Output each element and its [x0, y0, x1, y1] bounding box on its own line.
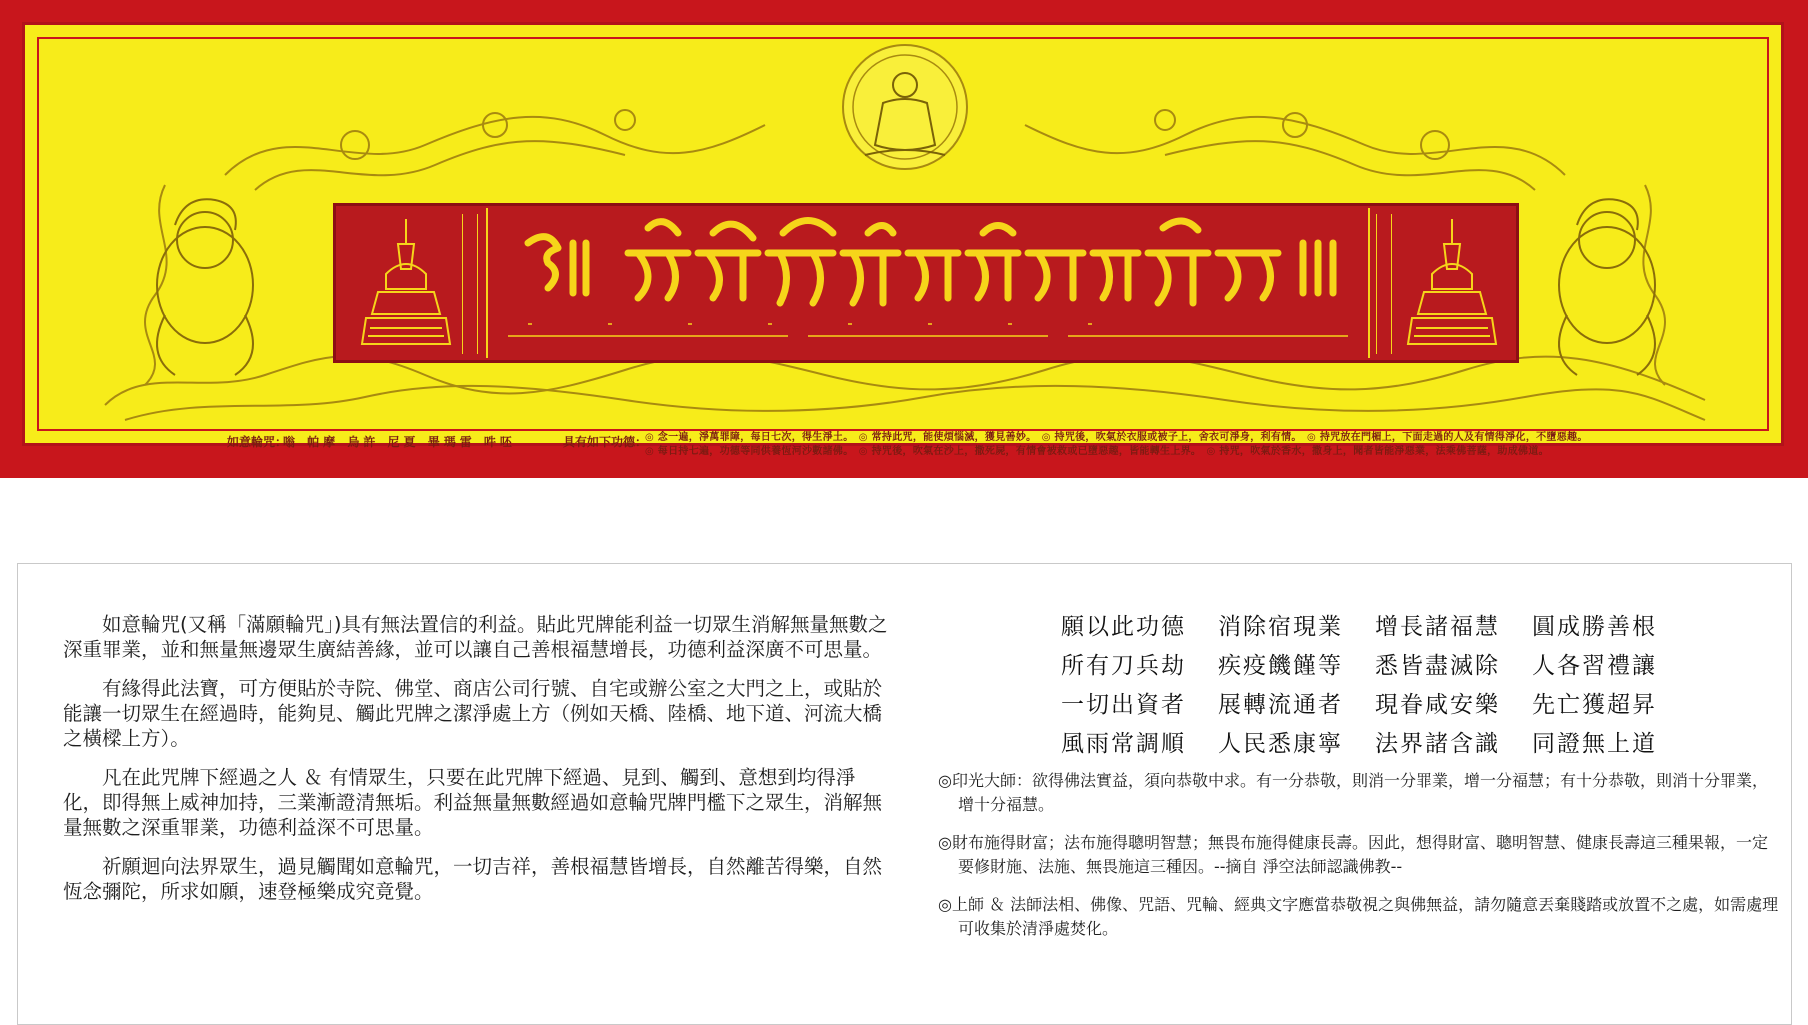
right-stupa-icon [1402, 214, 1502, 354]
deity-medallion-icon [843, 45, 967, 169]
left-snow-lion-icon [157, 199, 253, 375]
caption-benefits-label: 具有如下功德： [563, 435, 648, 449]
mantra-banner [0, 0, 1808, 478]
verse-phrase: 願以此功德 [1061, 614, 1186, 640]
verse-phrase: 一切出資者 [1061, 692, 1186, 718]
description-card [17, 563, 1792, 1025]
verse-phrase: 消除宿現業 [1218, 614, 1343, 640]
verse-phrase: 悉皆盡滅除 [1375, 653, 1500, 679]
verse-phrase: 法界諸含識 [1375, 731, 1500, 757]
notes-column [938, 769, 1783, 955]
verse-phrase: 人各習禮讓 [1532, 653, 1657, 679]
mantra-panel [486, 208, 1370, 358]
verse-phrase: 人民悉康寧 [1218, 731, 1343, 757]
note-yinguang: ◎印光大師：欲得佛法實益，須向恭敬中求。有一分恭敬，則消一分罪業，增一分福慧；有十分恭敬，則消十分罪業，增十分福慧。 [938, 771, 1768, 814]
caption-benefits-line-2: ◎ 每日持七遍，功德等同供養恆河沙數諸佛。 ◎ 持咒後，吹氣在沙上，撒死屍，有情會被救或已墮惡趣，皆能轉生上界。 ◎ 持咒，吹氣於香水，撒身上，聞者皆能淨惡業，法乘佛菩薩，助成佛道。 [645, 446, 1549, 457]
left-stupa-icon [356, 214, 456, 354]
tibetan-mantra-glyphs [488, 208, 1368, 318]
verse-phrase: 疾疫饑饉等 [1218, 653, 1343, 679]
verse-phrase: 展轉流通者 [1218, 692, 1343, 718]
caption-mantra: 嗡 帕摩 烏許 尼夏 畢瑪雷 吽呸 [283, 435, 516, 449]
verse-row [1061, 647, 1741, 686]
verse-phrase: 先亡獲超昇 [1532, 692, 1657, 718]
caption-title: 如意輪咒： [227, 435, 288, 449]
verse-phrase: 所有刀兵劫 [1061, 653, 1186, 679]
mantra-red-panel [333, 203, 1519, 363]
left-side-inscription [462, 214, 478, 354]
paragraph-placement: 有緣得此法寶，可方便貼於寺院、佛堂、商店公司行號、自宅或辦公室之大門之上，或貼於能讓一切眾生在經過時，能夠見、觸此咒牌之潔淨處上方（例如天橋、陸橋、地下道、河流大橋之橫樑上方）。 [63, 677, 883, 750]
paragraph-intro: 如意輪咒(又稱「滿願輪咒」)具有無法置信的利益。貼此咒牌能利益一切眾生消解無量無數之深重罪業，並和無量無邊眾生廣結善緣，並可以讓自己善根福慧增長，功德利益深廣不可思量。 [63, 613, 888, 661]
right-side-inscription [1376, 214, 1392, 354]
banner-yellow-field [22, 22, 1784, 457]
dedication-verse [1061, 608, 1741, 764]
verse-row [1061, 608, 1741, 647]
verse-phrase: 風雨常調順 [1061, 731, 1186, 757]
right-snow-lion-icon [1559, 199, 1655, 375]
tibetan-small-script [488, 314, 1368, 354]
note-respect: ◎上師 ＆ 法師法相、佛像、咒語、咒輪、經典文字應當恭敬視之與佛無益，請勿隨意丟棄賤踏或放置不之處，如需處理可收集於清淨處焚化。 [938, 895, 1779, 938]
verse-phrase: 圓成勝善根 [1532, 614, 1657, 640]
verse-phrase: 同證無上道 [1532, 731, 1657, 757]
verse-row [1061, 725, 1741, 764]
description-column [63, 612, 893, 918]
paragraph-benefits: 凡在此咒牌下經過之人 ＆ 有情眾生，只要在此咒牌下經過、見到、觸到、意想到均得淨化，即得無上威神加持，三業漸證清無垢。利益無量無數經過如意輪咒牌門檻下之眾生，消解無量無數之深重罪業，功德利益深不可思量。 [63, 766, 883, 839]
verse-phrase: 增長諸福慧 [1375, 614, 1500, 640]
note-giving: ◎財布施得財富；法布施得聰明智慧；無畏布施得健康長壽。因此，想得財富、聰明智慧、健康長壽這三種果報，一定要修財施、法施、無畏施這三種因。--摘自 淨空法師認識佛教-- [938, 833, 1768, 876]
verse-row [1061, 686, 1741, 725]
verse-phrase: 現眷咸安樂 [1375, 692, 1500, 718]
caption-benefits-line-1: ◎ 念一遍，淨萬罪障，每日七次，得生淨土。 ◎ 常持此咒，能使煩惱滅，獲見善妙。 ◎ 持咒後，吹氣於衣服或被子上，舍衣可淨身，利有情。 ◎ 持咒放在門楣上，下面走過的人及有情得淨化，不墮惡趣。 [645, 432, 1588, 443]
paragraph-dedication: 祈願迴向法界眾生，過見觸聞如意輪咒，一切吉祥，善根福慧皆增長，自然離苦得樂，自然恆念彌陀，所求如願，速登極樂成究竟覺。 [63, 855, 883, 903]
